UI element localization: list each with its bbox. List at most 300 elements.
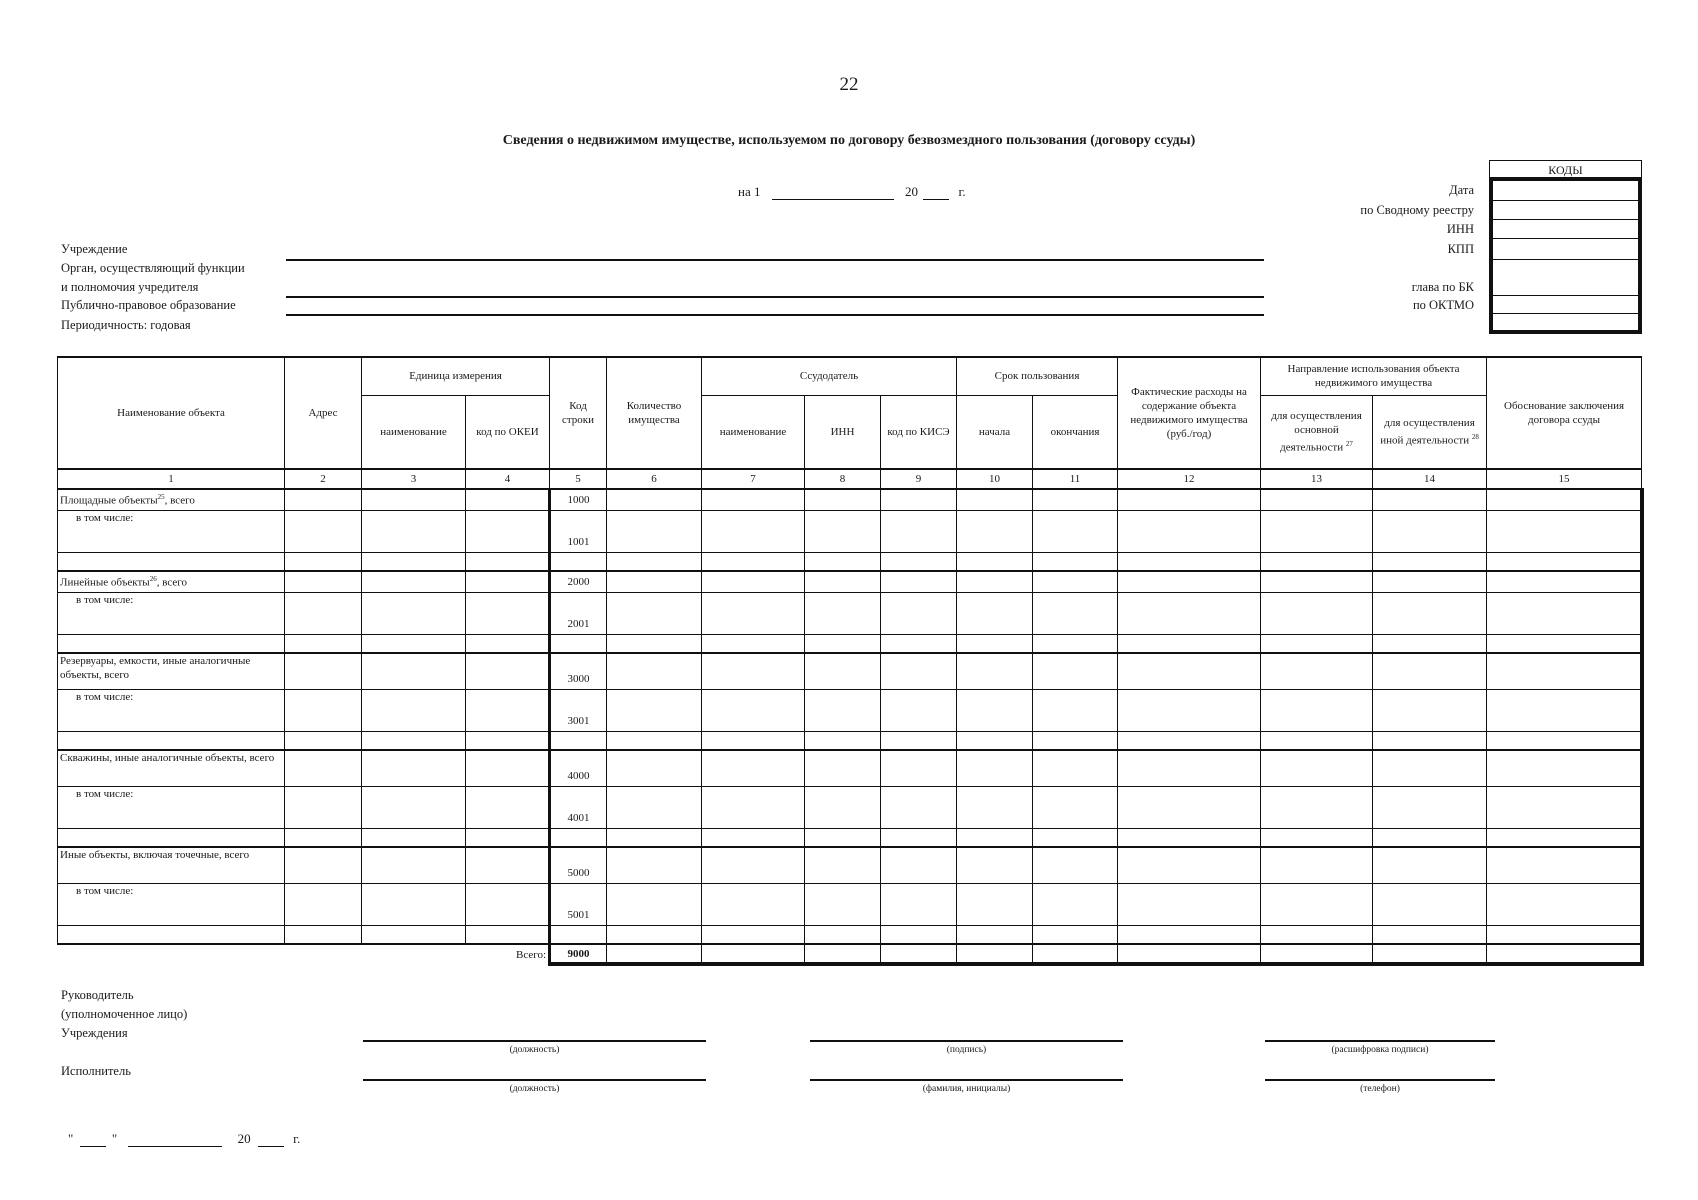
table-cell[interactable]: [285, 653, 362, 689]
table-cell[interactable]: [58, 552, 285, 571]
date-blank-field[interactable]: [772, 185, 894, 200]
subsection-label-cell: [58, 883, 285, 925]
table-cell[interactable]: [1118, 592, 1261, 634]
table-row: [58, 510, 1642, 552]
table-cell[interactable]: [1033, 552, 1118, 571]
table-cell[interactable]: [881, 750, 957, 786]
table-cell[interactable]: [702, 925, 805, 944]
table-cell[interactable]: [805, 689, 881, 731]
table-cell[interactable]: [881, 828, 957, 847]
subsection-label: в том числе:: [76, 884, 134, 897]
table-cell[interactable]: [1261, 883, 1373, 925]
table-cell[interactable]: [1033, 828, 1118, 847]
table-cell[interactable]: [805, 828, 881, 847]
code-cell-registry[interactable]: [1493, 201, 1638, 220]
table-cell[interactable]: [1373, 653, 1487, 689]
table-cell[interactable]: [881, 634, 957, 653]
table-cell[interactable]: [702, 883, 805, 925]
table-cell[interactable]: [1373, 925, 1487, 944]
table-cell[interactable]: [607, 510, 702, 552]
table-cell[interactable]: [362, 634, 466, 653]
table-cell[interactable]: [1373, 883, 1487, 925]
table-cell[interactable]: [805, 750, 881, 786]
table-cell[interactable]: [1373, 489, 1487, 510]
table-cell[interactable]: [702, 689, 805, 731]
head-name-line[interactable]: [1265, 1040, 1495, 1042]
table-cell[interactable]: [805, 786, 881, 828]
table-cell[interactable]: [805, 925, 881, 944]
table-cell[interactable]: [702, 750, 805, 786]
table-cell[interactable]: [1033, 883, 1118, 925]
table-cell[interactable]: [1487, 634, 1642, 653]
total-cell[interactable]: [1261, 944, 1373, 964]
table-cell[interactable]: [1118, 925, 1261, 944]
total-cell[interactable]: [1033, 944, 1118, 964]
table-cell[interactable]: [702, 571, 805, 592]
table-cell[interactable]: [1487, 828, 1642, 847]
table-cell[interactable]: [881, 592, 957, 634]
total-cell[interactable]: [702, 944, 805, 964]
codes-grid: [1489, 178, 1642, 334]
table-cell[interactable]: [1261, 786, 1373, 828]
subsection-label-cell: [58, 592, 285, 634]
column-number: 12: [1118, 469, 1261, 489]
executor-position-line[interactable]: [363, 1079, 706, 1081]
table-row: [58, 731, 1642, 750]
table-cell[interactable]: [957, 592, 1033, 634]
table-cell[interactable]: [805, 489, 881, 510]
table-cell[interactable]: [466, 689, 550, 731]
table-cell[interactable]: [1487, 689, 1642, 731]
code-label-bk: глава по БК: [1411, 280, 1474, 294]
table-cell[interactable]: [957, 828, 1033, 847]
code-cell-inn[interactable]: [1493, 220, 1638, 239]
table-cell[interactable]: [957, 552, 1033, 571]
row-code-cell: 4001: [550, 786, 607, 828]
table-cell[interactable]: [607, 634, 702, 653]
table-cell[interactable]: [957, 653, 1033, 689]
table-cell[interactable]: [1261, 731, 1373, 750]
section-footnote: 25: [157, 493, 165, 501]
table-cell[interactable]: [1118, 750, 1261, 786]
executor-caption-phone: (телефон): [1360, 1084, 1400, 1094]
header-direction-group: Направление использования объекта недвижимого имущества: [1261, 357, 1487, 395]
public-entity-label: Публично-правовое образование: [61, 298, 236, 312]
table-cell[interactable]: [881, 847, 957, 883]
table-cell[interactable]: [1373, 510, 1487, 552]
table-cell[interactable]: [1487, 592, 1642, 634]
table-cell[interactable]: [1373, 786, 1487, 828]
table-cell[interactable]: [1118, 883, 1261, 925]
table-cell[interactable]: [607, 883, 702, 925]
table-cell[interactable]: [805, 571, 881, 592]
table-cell[interactable]: [957, 510, 1033, 552]
table-cell[interactable]: [702, 828, 805, 847]
header-lender-name: наименование: [702, 395, 805, 469]
table-cell[interactable]: [805, 731, 881, 750]
table-cell[interactable]: [1261, 571, 1373, 592]
subsection-label: в том числе:: [76, 593, 134, 606]
table-cell[interactable]: [1373, 750, 1487, 786]
table-cell[interactable]: [1033, 925, 1118, 944]
table-cell[interactable]: [1118, 653, 1261, 689]
table-cell[interactable]: [957, 731, 1033, 750]
table-cell[interactable]: [957, 634, 1033, 653]
table-cell[interactable]: [466, 489, 550, 510]
table-cell[interactable]: [1033, 489, 1118, 510]
table-cell[interactable]: [805, 883, 881, 925]
table-cell[interactable]: [881, 925, 957, 944]
table-cell[interactable]: [702, 510, 805, 552]
table-cell[interactable]: [805, 653, 881, 689]
table-cell[interactable]: [362, 552, 466, 571]
table-cell[interactable]: [607, 689, 702, 731]
table-cell[interactable]: [1373, 552, 1487, 571]
table-cell[interactable]: [1033, 689, 1118, 731]
table-cell[interactable]: [466, 828, 550, 847]
table-cell[interactable]: [957, 925, 1033, 944]
table-cell[interactable]: [702, 552, 805, 571]
table-cell[interactable]: [1118, 847, 1261, 883]
table-cell[interactable]: [362, 510, 466, 552]
table-cell[interactable]: [1033, 571, 1118, 592]
table-cell[interactable]: [881, 489, 957, 510]
column-number: 15: [1487, 469, 1642, 489]
date-prefix: на 1: [738, 184, 761, 199]
table-cell[interactable]: [957, 489, 1033, 510]
section-title: Скважины, иные аналогичные объекты, всего: [60, 752, 275, 764]
head-caption-name: (расшифровка подписи): [1331, 1045, 1429, 1055]
table-cell[interactable]: [466, 731, 550, 750]
table-cell[interactable]: [1487, 925, 1642, 944]
subsection-label: в том числе:: [76, 511, 134, 524]
table-cell[interactable]: [1118, 489, 1261, 510]
section-title: Линейные объекты: [60, 576, 150, 589]
institution-label: Учреждение: [61, 242, 128, 256]
table-cell[interactable]: [466, 592, 550, 634]
row-code-cell: 5001: [550, 883, 607, 925]
table-cell[interactable]: [1033, 653, 1118, 689]
table-cell[interactable]: [1118, 634, 1261, 653]
table-cell[interactable]: [702, 592, 805, 634]
table-cell[interactable]: [607, 592, 702, 634]
row-code-cell: 2000: [550, 571, 607, 592]
table-cell[interactable]: [1118, 689, 1261, 731]
header-lender-kise: код по КИСЭ: [881, 395, 957, 469]
table-cell[interactable]: [607, 731, 702, 750]
footnote-28: 28: [1471, 432, 1479, 441]
header-direction-other-text: для осуществления иной деятельности: [1380, 416, 1475, 447]
executor-label: Исполнитель: [61, 1064, 131, 1078]
date-year-prefix: 20: [904, 184, 918, 199]
table-cell[interactable]: [702, 731, 805, 750]
property-table: [57, 356, 1644, 966]
table-cell[interactable]: [1487, 571, 1642, 592]
table-cell[interactable]: [1118, 510, 1261, 552]
code-cell-date[interactable]: [1493, 181, 1638, 201]
table-row: [58, 552, 1642, 571]
table-cell[interactable]: [58, 925, 285, 944]
table-cell[interactable]: [285, 489, 362, 510]
table-cell[interactable]: [881, 653, 957, 689]
table-cell[interactable]: [957, 883, 1033, 925]
executor-name-line[interactable]: [810, 1079, 1123, 1081]
table-cell[interactable]: [466, 786, 550, 828]
table-cell[interactable]: [607, 925, 702, 944]
head-signature-line[interactable]: [810, 1040, 1123, 1042]
table-cell[interactable]: [285, 828, 362, 847]
table-cell[interactable]: [1033, 592, 1118, 634]
table-cell[interactable]: [1261, 510, 1373, 552]
table-cell[interactable]: [1033, 847, 1118, 883]
total-cell[interactable]: [881, 944, 957, 964]
table-cell[interactable]: [362, 786, 466, 828]
codes-header: КОДЫ: [1489, 160, 1642, 178]
table-cell[interactable]: [362, 571, 466, 592]
table-cell[interactable]: [1487, 489, 1642, 510]
founder-label-line2: и полномочия учредителя: [61, 280, 199, 294]
executor-phone-line[interactable]: [1265, 1079, 1495, 1081]
table-cell[interactable]: [362, 592, 466, 634]
table-cell[interactable]: [285, 689, 362, 731]
table-cell[interactable]: [881, 689, 957, 731]
head-position-line[interactable]: [363, 1040, 706, 1042]
table-cell[interactable]: [285, 750, 362, 786]
table-cell[interactable]: [607, 828, 702, 847]
section-title-cell: [58, 847, 285, 883]
table-cell[interactable]: [362, 489, 466, 510]
table-cell[interactable]: [58, 828, 285, 847]
total-cell[interactable]: [805, 944, 881, 964]
founder-field-line[interactable]: [286, 296, 1264, 298]
header-quantity: Количество имущества: [607, 357, 702, 469]
row-code-cell: 4000: [550, 750, 607, 786]
table-cell[interactable]: [362, 731, 466, 750]
table-cell[interactable]: [285, 925, 362, 944]
table-cell[interactable]: [1373, 847, 1487, 883]
table-cell[interactable]: [1261, 750, 1373, 786]
table-cell[interactable]: [1118, 571, 1261, 592]
table-cell[interactable]: [466, 634, 550, 653]
periodicity-label: Периодичность: годовая: [61, 318, 191, 332]
table-cell[interactable]: [1118, 786, 1261, 828]
total-cell[interactable]: [1487, 944, 1642, 964]
year-blank-field[interactable]: [923, 185, 949, 200]
table-cell[interactable]: [1261, 828, 1373, 847]
header-lender-inn: ИНН: [805, 395, 881, 469]
report-date-line: [738, 184, 966, 200]
total-cell[interactable]: [607, 944, 702, 964]
table-cell[interactable]: [1033, 731, 1118, 750]
table-cell[interactable]: [362, 925, 466, 944]
table-cell[interactable]: [702, 847, 805, 883]
table-cell[interactable]: [805, 552, 881, 571]
page-number: 22: [839, 74, 859, 95]
table-cell[interactable]: [285, 510, 362, 552]
table-cell[interactable]: [607, 786, 702, 828]
row-code-cell: [550, 828, 607, 847]
table-cell[interactable]: [362, 828, 466, 847]
table-cell[interactable]: [957, 689, 1033, 731]
table-cell[interactable]: [1261, 552, 1373, 571]
table-cell[interactable]: [285, 571, 362, 592]
table-cell[interactable]: [58, 731, 285, 750]
table-cell[interactable]: [1487, 786, 1642, 828]
table-cell[interactable]: [881, 883, 957, 925]
table-cell[interactable]: [285, 592, 362, 634]
code-cell-kpp[interactable]: [1493, 239, 1638, 260]
table-cell[interactable]: [805, 592, 881, 634]
table-cell[interactable]: [466, 653, 550, 689]
table-row: [58, 828, 1642, 847]
day-blank-field[interactable]: [80, 1132, 106, 1147]
column-number: 9: [881, 469, 957, 489]
table-cell[interactable]: [1487, 653, 1642, 689]
table-cell[interactable]: [805, 510, 881, 552]
table-cell[interactable]: [607, 653, 702, 689]
table-cell[interactable]: [1118, 828, 1261, 847]
table-cell[interactable]: [1373, 828, 1487, 847]
table-cell[interactable]: [285, 883, 362, 925]
table-cell[interactable]: [466, 925, 550, 944]
table-cell[interactable]: [1261, 634, 1373, 653]
table-cell[interactable]: [1487, 552, 1642, 571]
table-cell[interactable]: [957, 750, 1033, 786]
month-blank-field[interactable]: [128, 1132, 222, 1147]
public-entity-field-line[interactable]: [286, 314, 1264, 316]
signing-date-line: [68, 1131, 300, 1147]
table-cell[interactable]: [466, 571, 550, 592]
table-cell[interactable]: [1261, 489, 1373, 510]
table-cell[interactable]: [607, 552, 702, 571]
table-cell[interactable]: [702, 786, 805, 828]
column-number: 10: [957, 469, 1033, 489]
table-cell[interactable]: [702, 634, 805, 653]
section-title-suffix: , всего: [156, 576, 187, 589]
table-cell[interactable]: [362, 653, 466, 689]
code-cell-extra[interactable]: [1493, 314, 1638, 330]
table-cell[interactable]: [702, 653, 805, 689]
table-cell[interactable]: [1261, 847, 1373, 883]
table-cell[interactable]: [285, 731, 362, 750]
row-code-cell: 3000: [550, 653, 607, 689]
table-cell[interactable]: [805, 634, 881, 653]
column-number: 11: [1033, 469, 1118, 489]
head-caption-signature: (подпись): [946, 1045, 987, 1055]
table-row: [58, 571, 1642, 592]
table-cell[interactable]: [1261, 689, 1373, 731]
table-cell[interactable]: [285, 786, 362, 828]
table-cell[interactable]: [957, 786, 1033, 828]
table-cell[interactable]: [466, 847, 550, 883]
table-cell[interactable]: [362, 750, 466, 786]
head-label-line2: (уполномоченное лицо): [61, 1007, 188, 1021]
column-number: 7: [702, 469, 805, 489]
total-cell[interactable]: [1118, 944, 1261, 964]
table-cell[interactable]: [58, 634, 285, 653]
table-cell[interactable]: [362, 883, 466, 925]
table-cell[interactable]: [1487, 883, 1642, 925]
table-cell[interactable]: [881, 731, 957, 750]
subsection-label-cell: [58, 689, 285, 731]
column-number: 5: [550, 469, 607, 489]
codes-box: [1489, 160, 1642, 334]
executor-caption-position: (должность): [509, 1084, 560, 1094]
code-label-oktmo: по ОКТМО: [1412, 298, 1474, 312]
table-cell[interactable]: [607, 847, 702, 883]
total-cell[interactable]: [1373, 944, 1487, 964]
table-cell[interactable]: [466, 750, 550, 786]
table-cell[interactable]: [881, 786, 957, 828]
institution-field-line[interactable]: [286, 259, 1264, 261]
table-cell[interactable]: [1373, 731, 1487, 750]
section-title-cell: [58, 750, 285, 786]
total-cell[interactable]: [957, 944, 1033, 964]
table-cell[interactable]: [1373, 689, 1487, 731]
table-cell[interactable]: [1118, 731, 1261, 750]
table-cell[interactable]: [957, 847, 1033, 883]
header-basis: Обоснование заключения договора ссуды: [1487, 357, 1642, 469]
code-cell-oktmo[interactable]: [1493, 296, 1638, 314]
table-cell[interactable]: [1487, 847, 1642, 883]
table-cell[interactable]: [957, 571, 1033, 592]
table-cell[interactable]: [362, 847, 466, 883]
header-lender-group: Ссудодатель: [702, 357, 957, 395]
table-cell[interactable]: [1033, 510, 1118, 552]
table-cell[interactable]: [1373, 592, 1487, 634]
table-cell[interactable]: [466, 510, 550, 552]
form-title: Сведения о недвижимом имуществе, используемом по договору безвозмездного пользования (договору ссуды): [502, 133, 1196, 148]
table-cell[interactable]: [607, 750, 702, 786]
table-cell[interactable]: [1033, 786, 1118, 828]
table-cell[interactable]: [1033, 750, 1118, 786]
column-number: 13: [1261, 469, 1373, 489]
signing-year-blank-field[interactable]: [258, 1132, 284, 1147]
table-cell[interactable]: [1373, 571, 1487, 592]
header-direction-main: [1261, 395, 1373, 469]
table-cell[interactable]: [607, 571, 702, 592]
table-cell[interactable]: [1261, 925, 1373, 944]
table-cell[interactable]: [466, 883, 550, 925]
table-cell[interactable]: [881, 552, 957, 571]
table-cell[interactable]: [702, 489, 805, 510]
table-cell[interactable]: [881, 571, 957, 592]
table-cell[interactable]: [1487, 750, 1642, 786]
table-cell[interactable]: [1033, 634, 1118, 653]
table-row: [58, 489, 1642, 510]
code-label-inn: ИНН: [1446, 222, 1474, 236]
table-cell[interactable]: [1118, 552, 1261, 571]
founder-label-line1: Орган, осуществляющий функции: [61, 261, 245, 275]
table-cell[interactable]: [1261, 653, 1373, 689]
table-cell[interactable]: [1373, 634, 1487, 653]
head-label-line1: Руководитель: [61, 988, 134, 1002]
table-cell[interactable]: [466, 552, 550, 571]
table-cell[interactable]: [285, 847, 362, 883]
table-cell[interactable]: [805, 847, 881, 883]
table-cell[interactable]: [362, 689, 466, 731]
table-cell[interactable]: [1487, 731, 1642, 750]
column-number: 2: [285, 469, 362, 489]
table-cell[interactable]: [607, 489, 702, 510]
table-cell[interactable]: [285, 552, 362, 571]
table-cell[interactable]: [285, 634, 362, 653]
table-cell[interactable]: [1487, 510, 1642, 552]
code-cell-bk[interactable]: [1493, 260, 1638, 296]
header-direction-other: [1373, 395, 1487, 469]
table-cell[interactable]: [1261, 592, 1373, 634]
table-cell[interactable]: [881, 510, 957, 552]
